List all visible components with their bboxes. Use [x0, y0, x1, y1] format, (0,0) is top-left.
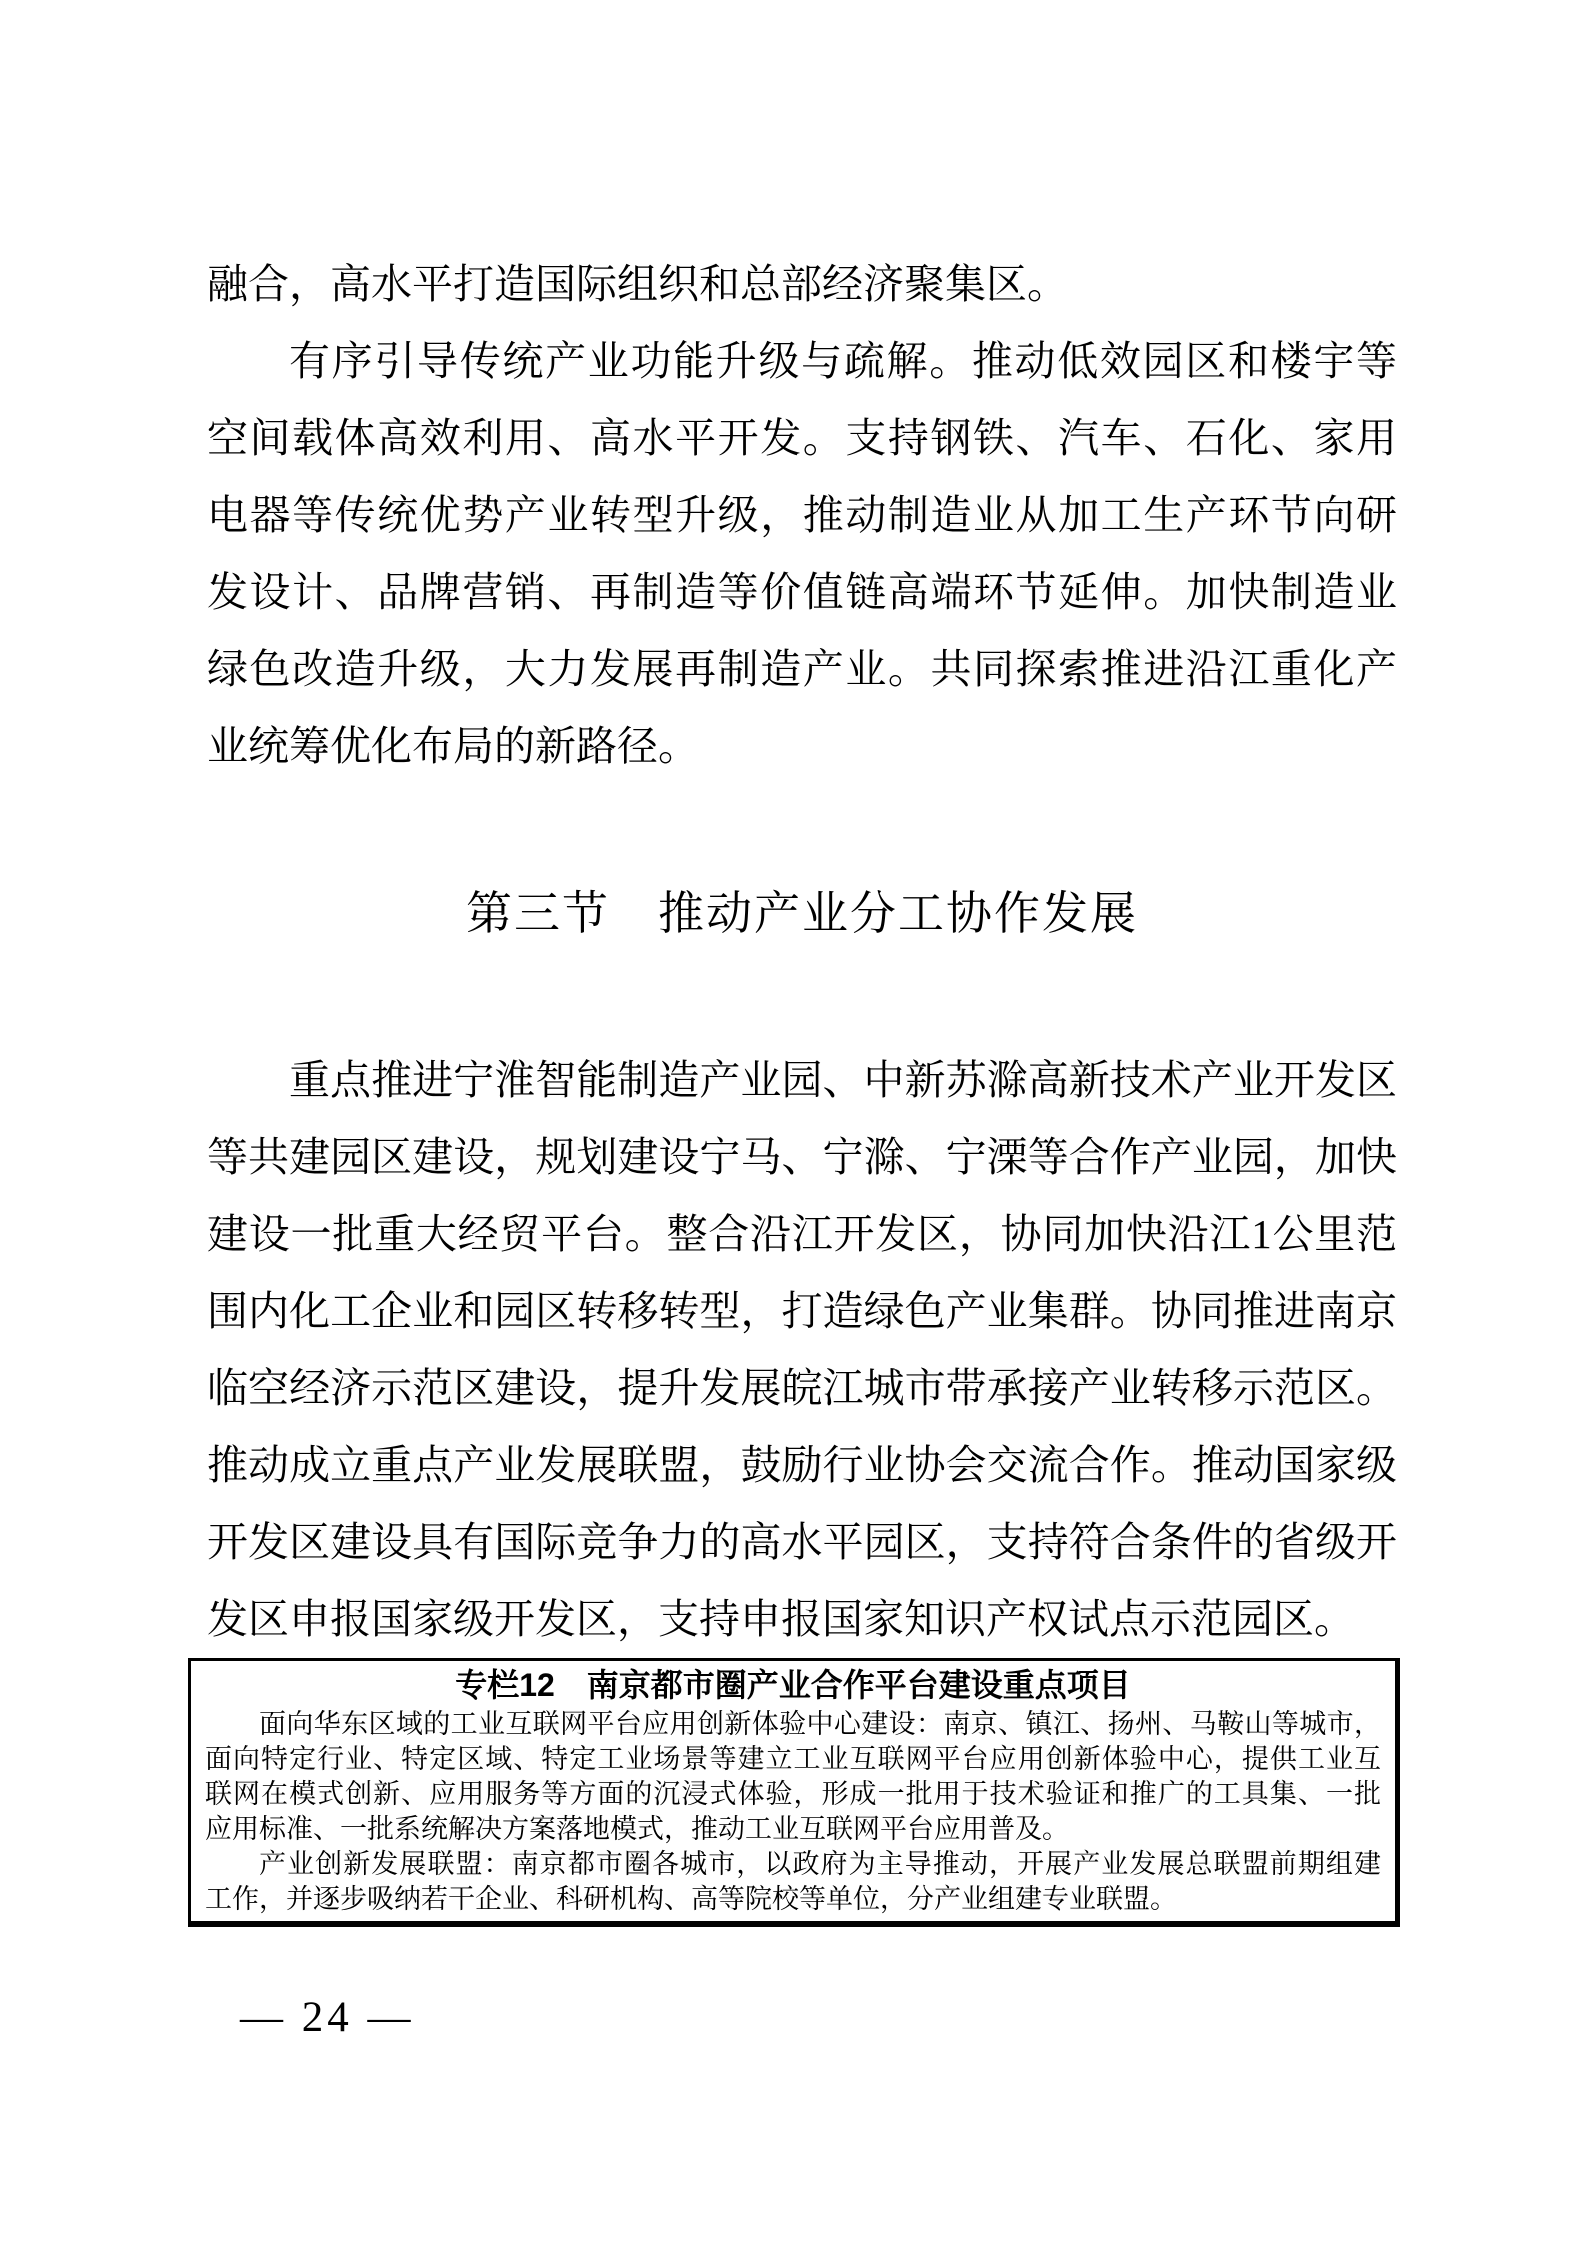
text-line: 电器等传统优势产业转型升级，推动制造业从加工生产环节向研: [207, 492, 1397, 538]
page-content: [207, 246, 1397, 1927]
text-line: 面向特定行业、特定区域、特定工业场景等建立工业互联网平台应用创新体验中心，提供工业互: [205, 1744, 1381, 1774]
text-line: 绿色改造升级，大力发展再制造产业。共同探索推进沿江重化产: [207, 646, 1397, 692]
text-line: 发设计、品牌营销、再制造等价值链高端环节延伸。加快制造业: [207, 569, 1397, 615]
text-line: 等共建园区建设，规划建设宁马、宁滁、宁溧等合作产业园，加快: [207, 1134, 1397, 1180]
text-line: 空间载体高效利用、高水平开发。支持钢铁、汽车、石化、家用: [207, 415, 1397, 461]
text-line: 开发区建设具有国际竞争力的高水平园区，支持符合条件的省级开: [207, 1519, 1397, 1565]
text-line: 建设一批重大经贸平台。整合沿江开发区，协同加快沿江1公里范: [207, 1211, 1397, 1257]
text-line: 业统筹优化布局的新路径。: [207, 723, 699, 769]
text-line: 发区申报国家级开发区，支持申报国家知识产权试点示范园区。: [207, 1596, 1355, 1642]
feature-box-column-12: [188, 1658, 1400, 1927]
feature-box-paragraph-1: [205, 1707, 1381, 1847]
text-line: 联网在模式创新、应用服务等方面的沉浸式体验，形成一批用于技术验证和推广的工具集、一批: [205, 1779, 1381, 1809]
feature-box-title: 专栏12 南京都市圈产业合作平台建设重点项目: [455, 1667, 1131, 1703]
feature-box-paragraph-2: [205, 1847, 1381, 1917]
section-heading: 第三节 推动产业分工协作发展: [466, 888, 1138, 939]
text-line: 有序引导传统产业功能升级与疏解。推动低效园区和楼宇等: [289, 338, 1397, 384]
body-paragraph-continuation: [207, 246, 1397, 323]
text-line: 重点推进宁淮智能制造产业园、中新苏滁高新技术产业开发区: [289, 1057, 1397, 1103]
page-number: — 24 —: [240, 1994, 415, 2041]
text-line: 产业创新发展联盟：南京都市圈各城市，以政府为主导推动，开展产业发展总联盟前期组建: [259, 1849, 1381, 1879]
text-line: 推动成立重点产业发展联盟，鼓励行业协会交流合作。推动国家级: [207, 1442, 1397, 1488]
text-line: 围内化工企业和园区转移转型，打造绿色产业集群。协同推进南京: [207, 1288, 1397, 1334]
text-line: 工作，并逐步吸纳若干企业、科研机构、高等院校等单位，分产业组建专业联盟。: [205, 1884, 1177, 1914]
text-line: 融合，高水平打造国际组织和总部经济聚集区。: [207, 261, 1068, 307]
text-line: 临空经济示范区建设，提升发展皖江城市带承接产业转移示范区。: [207, 1365, 1397, 1411]
body-paragraph-1: [207, 323, 1397, 785]
body-paragraph-2: [207, 1042, 1397, 1658]
text-line: 应用标准、一批系统解决方案落地模式，推动工业互联网平台应用普及。: [205, 1814, 1069, 1844]
text-line: 面向华东区域的工业互联网平台应用创新体验中心建设：南京、镇江、扬州、马鞍山等城市，: [259, 1709, 1381, 1739]
